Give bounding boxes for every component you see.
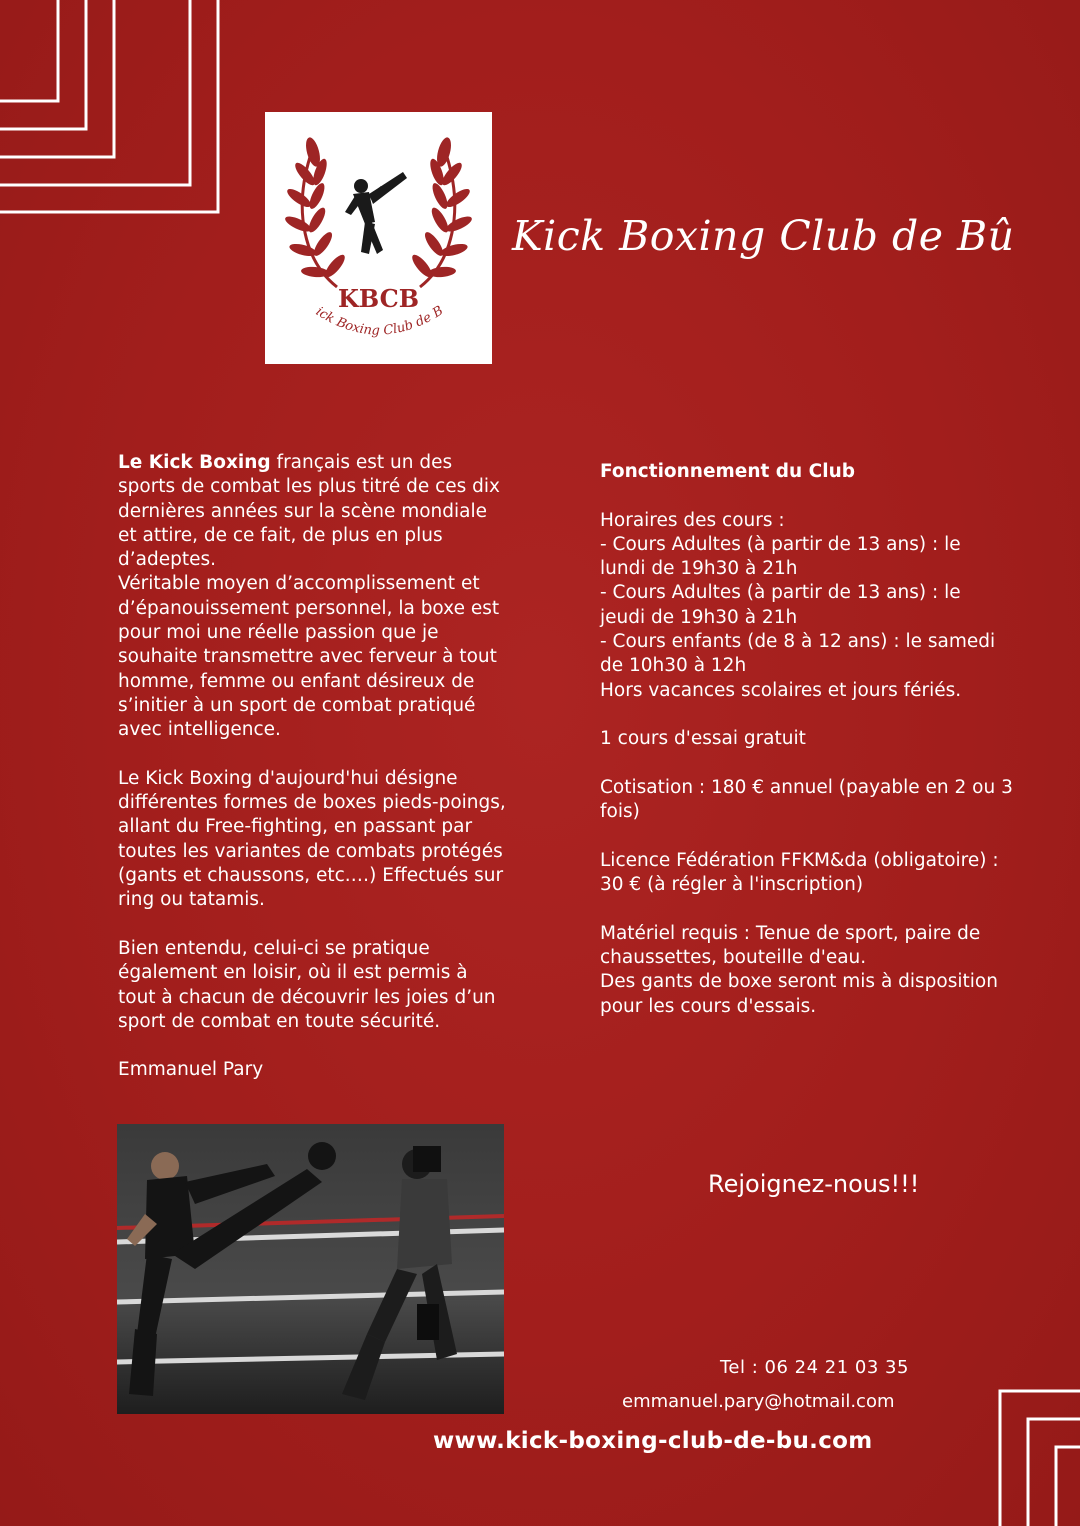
intro-line: également en loisir, où il est permis à xyxy=(118,962,468,984)
schedule-line: lundi de 19h30 à 21h xyxy=(600,558,798,580)
corner-lines-top-left xyxy=(0,0,230,240)
intro-lead-rest: français est un des xyxy=(270,452,453,473)
schedule-line: - Cours enfants (de 8 à 12 ans) : le samedi xyxy=(600,631,996,653)
schedule-line: Hors vacances scolaires et jours fériés. xyxy=(600,679,962,701)
licence-line: Licence Fédération FFKM&da (obligatoire) : xyxy=(600,849,999,871)
club-heading: Fonctionnement du Club xyxy=(600,461,855,482)
schedule-line: - Cours Adultes (à partir de 13 ans) : le xyxy=(600,533,961,555)
website-link[interactable]: www.kick-boxing-club-de-bu.com xyxy=(433,1428,873,1454)
intro-line: d’adeptes. xyxy=(118,549,216,571)
schedule-line: jeudi de 19h30 à 21h xyxy=(600,606,798,628)
intro-line: sports de combat les plus titré de ces dix xyxy=(118,476,500,498)
email-link[interactable]: emmanuel.pary@hotmail.com xyxy=(622,1391,895,1412)
intro-line: pour moi une réelle passion que je xyxy=(118,622,439,644)
intro-line: différentes formes de boxes pieds-poings, xyxy=(118,792,506,814)
gear-line: chaussettes, bouteille d'eau. xyxy=(600,946,867,968)
intro-line: sport de combat en toute sécurité. xyxy=(118,1010,441,1032)
club-logo xyxy=(265,112,492,364)
kicking-fighter-icon xyxy=(345,172,407,254)
intro-line: tout à chacun de découvrir les joies d’un xyxy=(118,986,496,1008)
join-us-text: Rejoignez-nous!!! xyxy=(708,1170,920,1198)
intro-line: souhaite transmettre avec ferveur à tout xyxy=(118,646,497,668)
intro-line: Véritable moyen d’accomplissement et xyxy=(118,573,480,595)
intro-column xyxy=(118,451,558,1083)
club-info-column xyxy=(600,460,1060,1019)
intro-line: s’initier à un sport de combat pratiqué xyxy=(118,694,476,716)
page-title: Kick Boxing Club de Bû xyxy=(512,212,1015,260)
fee-line: Cotisation : 180 € annuel (payable en 2 ou 3 xyxy=(600,776,1013,798)
gear-line: pour les cours d'essais. xyxy=(600,995,817,1017)
logo-initials: KBCB xyxy=(338,284,419,313)
schedule-line: - Cours Adultes (à partir de 13 ans) : le xyxy=(600,582,961,604)
intro-line: dernières années sur la scène mondiale xyxy=(118,500,488,522)
intro-line: allant du Free-fighting, en passant par xyxy=(118,816,473,838)
fee-line: fois) xyxy=(600,801,640,823)
phone-number: Tel : 06 24 21 03 35 xyxy=(720,1357,909,1378)
intro-line: homme, femme ou enfant désireux de xyxy=(118,670,475,692)
intro-line: avec intelligence. xyxy=(118,719,281,741)
corner-lines-bottom-right xyxy=(980,1370,1080,1526)
licence-line: 30 € (à régler à l'inscription) xyxy=(600,874,864,896)
intro-line: Bien entendu, celui-ci se pratique xyxy=(118,937,430,959)
gear-line: Des gants de boxe seront mis à disposition xyxy=(600,971,998,993)
intro-first-line xyxy=(118,451,558,475)
trial-info: 1 cours d'essai gratuit xyxy=(600,728,806,750)
schedule-line: Horaires des cours : xyxy=(600,509,785,531)
signature: Emmanuel Pary xyxy=(118,1059,264,1081)
intro-line: (gants et chaussons, etc.…) Effectués sur xyxy=(118,865,504,887)
intro-bold-lead: Le Kick Boxing xyxy=(118,452,271,473)
intro-line: ring ou tatamis. xyxy=(118,889,265,911)
gear-line: Matériel requis : Tenue de sport, paire de xyxy=(600,922,981,944)
intro-line: toutes les variantes de combats protégés xyxy=(118,840,503,862)
schedule-line: de 10h30 à 12h xyxy=(600,655,747,677)
logo-arc-text: ick Boxing Club de B xyxy=(312,303,447,339)
intro-line: Le Kick Boxing d'aujourd'hui désigne xyxy=(118,767,458,789)
intro-line: et attire, de ce fait, de plus en plus xyxy=(118,524,443,546)
intro-line: d’épanouissement personnel, la boxe est xyxy=(118,597,500,619)
fighters-photo xyxy=(117,1124,504,1414)
laurel-wreath-icon xyxy=(283,136,474,287)
